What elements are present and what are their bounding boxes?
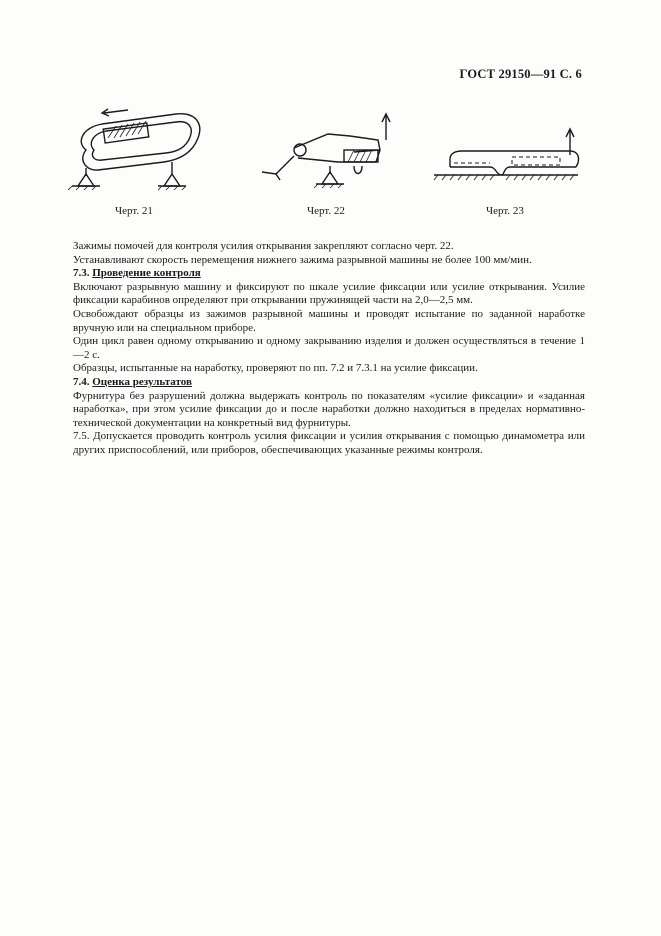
paragraph: Образцы, испытанные на наработку, проверяют по пп. 7.2 и 7.3.1 на усилие фиксации.	[73, 362, 478, 375]
section-title: Оценка результатов	[92, 375, 192, 388]
section-number: 7.4.	[73, 375, 90, 388]
figure-22-caption: Черт. 22	[307, 205, 345, 217]
figure-21-carabiner	[68, 100, 208, 195]
section-title: Проведение контроля	[92, 267, 201, 280]
figure-23-buckle	[430, 125, 580, 185]
paragraph: Включают разрывную машину и фиксируют по шкале усилие фиксации или усилие открывания. Усилие фиксации карабинов определяют при открывании пружинящей части на 2,0—2,5 мм.	[73, 280, 585, 307]
figure-21-caption: Черт. 21	[115, 205, 153, 217]
section-number: 7.3.	[73, 267, 90, 280]
figure-23-caption: Черт. 23	[486, 205, 524, 217]
paragraph: Один цикл равен одному открыванию и одному закрыванию изделия и должен осуществляться в течение 1—2 с.	[73, 335, 585, 361]
paragraph: Освобождают образцы из зажимов разрывной машины и проводят испытание по заданной наработке вручную или на специальном приборе.	[73, 307, 585, 334]
paragraph: Фурнитура без разрушений должна выдержать контроль по показателям «усилие фиксации» и «заданная наработка», при этом усилие фиксации до и после наработки должно находиться в пределах нормативно-технической документации на конкретный вид фурнитуры.	[73, 389, 585, 429]
paragraph: 7.5. Допускается проводить контроль усилия фиксации и усилия открывания с помощью динамометра или других приспособлений, или приборов, обеспечивающих указанные режимы контроля.	[73, 430, 585, 456]
page-header: ГОСТ 29150—91 С. 6	[459, 67, 582, 81]
section-heading-7-4	[73, 376, 585, 390]
body-text	[73, 240, 585, 458]
paragraph: Устанавливают скорость перемещения нижнего зажима разрывной машины не более 100 мм/мин.	[73, 253, 532, 266]
paragraph: Зажимы помочей для контроля усилия открывания закрепляют согласно черт. 22.	[73, 240, 454, 252]
section-heading-7-3	[73, 267, 585, 281]
figure-22-clamp	[258, 110, 398, 195]
